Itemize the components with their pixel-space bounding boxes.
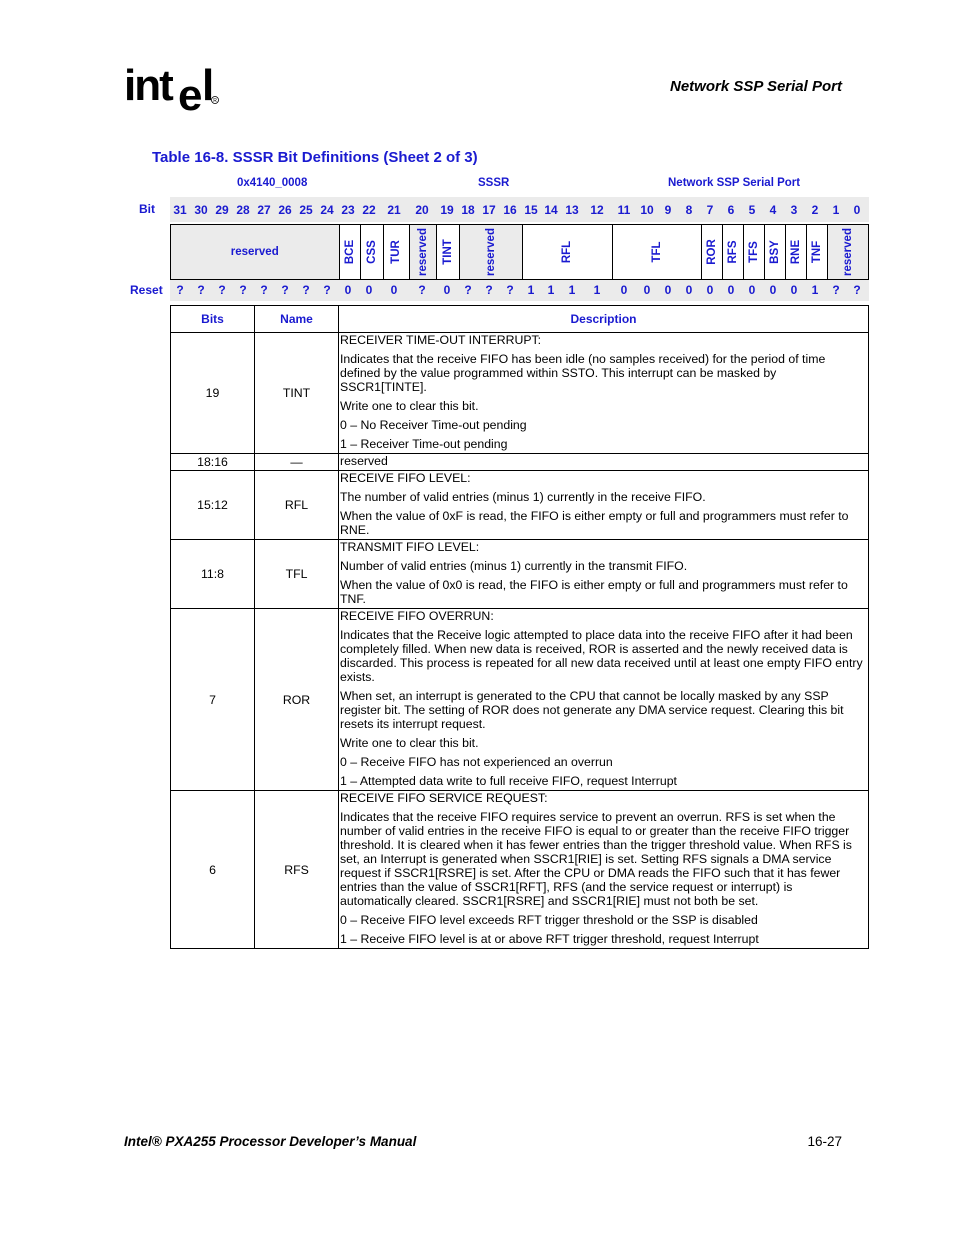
field-label: TFS	[747, 241, 760, 263]
field-bce-23	[339, 225, 360, 279]
reset-value: 0	[443, 283, 451, 297]
field-bsy-4	[764, 225, 785, 279]
field-tfs-5	[743, 225, 764, 279]
field-label: BSY	[768, 240, 781, 264]
description-paragraph: When the value of 0xF is read, the FIFO is either empty or full and programmers must refer to RNE.	[340, 509, 849, 537]
bits-cell: 19	[171, 333, 255, 454]
name-header: Name	[255, 306, 339, 333]
description-paragraph: TRANSMIT FIFO LEVEL:	[340, 540, 480, 554]
reset-value: 1	[547, 283, 555, 297]
reset-value: ?	[418, 283, 426, 297]
description-cell	[339, 791, 869, 949]
bits-cell: 18:16	[171, 454, 255, 471]
description-cell	[339, 471, 869, 540]
table-row	[171, 471, 869, 540]
field-rfl-15	[522, 225, 612, 279]
field-reserved-18	[459, 225, 522, 279]
reset-value: ?	[281, 283, 289, 297]
description-paragraph: 1 – Attempted data write to full receive FIFO, request Interrupt	[340, 774, 677, 788]
field-label: ROR	[705, 239, 718, 265]
reset-value: ?	[260, 283, 268, 297]
description-paragraph: RECEIVER TIME-OUT INTERRUPT:	[340, 333, 542, 347]
reset-value: 1	[811, 283, 819, 297]
description-paragraph: The number of valid entries (minus 1) currently in the receive FIFO.	[340, 490, 706, 504]
description-cell	[339, 454, 869, 471]
bit-number: 9	[664, 203, 672, 217]
bit-number: 2	[811, 203, 819, 217]
description-paragraph: 0 – No Receiver Time-out pending	[340, 418, 527, 432]
description-paragraph: 0 – Receive FIFO level exceeds RFT trigger threshold or the SSP is disabled	[340, 913, 758, 927]
description-paragraph: Indicates that the receive FIFO requires service to prevent an overrun. RFS is set when the number of valid entries in the receive FIFO is equal to or greater than the receive FIFO trigger threshold. It is cleared when it has fewer entries than the trigger threshold value. When RFS is set, an Interrupt is generated when SSCR1[RIE] is set. Setting RFS signals a DMA service request if SSCR1[RSRE] is set. After the CPU or DMA reads the FIFO such that it has fewer entries than the value of SSCR1[RFT], RFS (and the service request or interrupt) is automatically cleared. SSCR1[RSRE] and SSCR1[RIE] must not both be set.	[340, 810, 852, 908]
bit-number: 18	[461, 203, 475, 217]
name-cell: —	[255, 454, 339, 471]
reset-value: 0	[685, 283, 693, 297]
field-label: TNF	[810, 240, 823, 264]
name-cell: ROR	[255, 609, 339, 791]
reset-value: ?	[239, 283, 247, 297]
description-paragraph: When the value of 0x0 is read, the FIFO is either empty or full and programmers must refer to TNF.	[340, 578, 848, 606]
name-cell: TFL	[255, 540, 339, 609]
bit-number: 15	[524, 203, 538, 217]
page-number: 16-27	[807, 1134, 842, 1149]
reset-value: ?	[485, 283, 493, 297]
description-paragraph: RECEIVE FIFO SERVICE REQUEST:	[340, 791, 548, 805]
register-name: SSSR	[478, 177, 510, 189]
reset-value: ?	[197, 283, 205, 297]
reset-value: ?	[853, 283, 861, 297]
reset-value: ?	[832, 283, 840, 297]
description-header: Description	[339, 306, 869, 333]
bit-number: 31	[173, 203, 187, 217]
field-label: RNE	[789, 239, 802, 265]
description-paragraph: 0 – Receive FIFO has not experienced an overrun	[340, 755, 613, 769]
register-unit: Network SSP Serial Port	[668, 177, 801, 189]
field-tur-21	[383, 225, 410, 279]
reset-value: 0	[643, 283, 651, 297]
description-paragraph: Indicates that the Receive logic attempted to place data into the receive FIFO after it had been completely filled. When new data is received, ROR is asserted and the newly received data is discarded. This process is repeated for all new data received until at least one empty FIFO entry exists.	[340, 628, 863, 684]
bits-cell: 6	[171, 791, 255, 949]
field-layout	[170, 224, 869, 280]
bit-number: 26	[278, 203, 292, 217]
table-row	[171, 333, 869, 454]
field-tnf-2	[806, 225, 827, 279]
bit-number: 29	[215, 203, 229, 217]
bits-cell: 7	[171, 609, 255, 791]
register-address: 0x4140_0008	[237, 177, 308, 189]
bit-number: 1	[832, 203, 840, 217]
description-paragraph: reserved	[340, 454, 388, 468]
bit-number: 30	[194, 203, 208, 217]
bit-number: 28	[236, 203, 250, 217]
bit-number: 12	[590, 203, 604, 217]
field-reserved-20	[409, 225, 436, 279]
description-paragraph: RECEIVE FIFO LEVEL:	[340, 471, 471, 485]
bit-number: 3	[790, 203, 798, 217]
description-paragraph: 1 – Receiver Time-out pending	[340, 437, 508, 451]
description-paragraph: Number of valid entries (minus 1) currently in the transmit FIFO.	[340, 559, 688, 573]
field-tfl-11	[612, 225, 701, 279]
table-row	[171, 540, 869, 609]
name-cell: RFS	[255, 791, 339, 949]
field-label: reserved	[416, 228, 429, 276]
bit-number: 11	[617, 203, 631, 217]
svg-text:int: int	[124, 61, 172, 110]
reset-value: ?	[464, 283, 472, 297]
description-cell	[339, 540, 869, 609]
field-reserved-31	[171, 225, 339, 279]
bit-number: 10	[640, 203, 654, 217]
field-label: TUR	[390, 240, 403, 264]
svg-text:l: l	[202, 61, 215, 110]
reset-value: 0	[769, 283, 777, 297]
description-paragraph: Write one to clear this bit.	[340, 736, 479, 750]
reset-value: 1	[527, 283, 535, 297]
reset-row-label: Reset	[130, 283, 163, 297]
bits-header: Bits	[171, 306, 255, 333]
reset-value: 0	[365, 283, 373, 297]
field-label: RFL	[561, 240, 573, 264]
reset-value: 0	[664, 283, 672, 297]
field-reserved-1	[827, 225, 869, 279]
bit-number: 25	[299, 203, 313, 217]
field-label: reserved	[841, 228, 854, 276]
reset-value: ?	[302, 283, 310, 297]
field-rne-3	[785, 225, 806, 279]
field-label: reserved	[484, 228, 497, 276]
field-ror-7	[701, 225, 722, 279]
reset-value: 1	[593, 283, 601, 297]
description-paragraph: When set, an interrupt is generated to the CPU that cannot be locally masked by any SSP register bit. The setting of ROR does not generate any DMA service request. Clearing this bit resets its interrupt request.	[340, 689, 844, 731]
bit-description-table	[170, 305, 869, 949]
field-tint-19	[436, 225, 459, 279]
field-label: reserved	[230, 246, 279, 258]
bit-number: 19	[440, 203, 454, 217]
reset-value: 0	[748, 283, 756, 297]
bit-number: 21	[387, 203, 401, 217]
bit-number: 16	[503, 203, 517, 217]
bit-number: 20	[415, 203, 429, 217]
table-title: Table 16-8. SSSR Bit Definitions (Sheet 2 of 3)	[152, 149, 478, 166]
bits-cell: 11:8	[171, 540, 255, 609]
bit-number: 13	[565, 203, 579, 217]
bit-number: 23	[341, 203, 355, 217]
bits-cell: 15:12	[171, 471, 255, 540]
table-row	[171, 609, 869, 791]
footer-manual-title: Intel® PXA255 Processor Developer’s Manual	[124, 1134, 417, 1149]
name-cell: TINT	[255, 333, 339, 454]
field-label: CSS	[365, 240, 378, 264]
field-label: TFL	[650, 241, 663, 263]
svg-text:e: e	[178, 71, 203, 120]
bit-number: 17	[482, 203, 496, 217]
name-cell: RFL	[255, 471, 339, 540]
bit-number: 6	[727, 203, 735, 217]
bit-number: 22	[362, 203, 376, 217]
section-title: Network SSP Serial Port	[669, 78, 842, 95]
field-rfs-6	[722, 225, 743, 279]
table-row	[171, 454, 869, 471]
table-row	[171, 791, 869, 949]
intel-logo	[124, 60, 224, 120]
field-label: TINT	[441, 239, 454, 265]
reset-value: 0	[390, 283, 398, 297]
svg-text:R: R	[213, 98, 217, 104]
reset-value: 0	[727, 283, 735, 297]
reset-value: 1	[568, 283, 576, 297]
field-css-22	[360, 225, 383, 279]
reset-value: 0	[344, 283, 352, 297]
reset-value: ?	[176, 283, 184, 297]
bit-number: 24	[320, 203, 334, 217]
reset-value: 0	[620, 283, 628, 297]
reset-value: 0	[706, 283, 714, 297]
reset-value: ?	[218, 283, 226, 297]
reset-value: ?	[323, 283, 331, 297]
bit-number: 14	[544, 203, 558, 217]
bit-number: 27	[257, 203, 271, 217]
description-cell	[339, 333, 869, 454]
field-label: BCE	[343, 239, 356, 265]
bit-number: 7	[706, 203, 714, 217]
bit-row-label: Bit	[139, 202, 155, 216]
bit-number: 4	[769, 203, 777, 217]
description-paragraph: Indicates that the receive FIFO has been idle (no samples received) for the period of time defined by the value programmed within SSTO. This interrupt can be masked by SSCR1[TINTE].	[340, 352, 826, 394]
description-paragraph: Write one to clear this bit.	[340, 399, 479, 413]
bit-number: 0	[853, 203, 861, 217]
bit-number: 8	[685, 203, 693, 217]
description-paragraph: 1 – Receive FIFO level is at or above RFT trigger threshold, request Interrupt	[340, 932, 759, 946]
field-label: RFS	[726, 240, 739, 264]
table-header-row	[171, 306, 869, 333]
description-cell	[339, 609, 869, 791]
reset-value: 0	[790, 283, 798, 297]
reset-value: ?	[506, 283, 514, 297]
description-paragraph: RECEIVE FIFO OVERRUN:	[340, 609, 494, 623]
bit-number: 5	[748, 203, 756, 217]
